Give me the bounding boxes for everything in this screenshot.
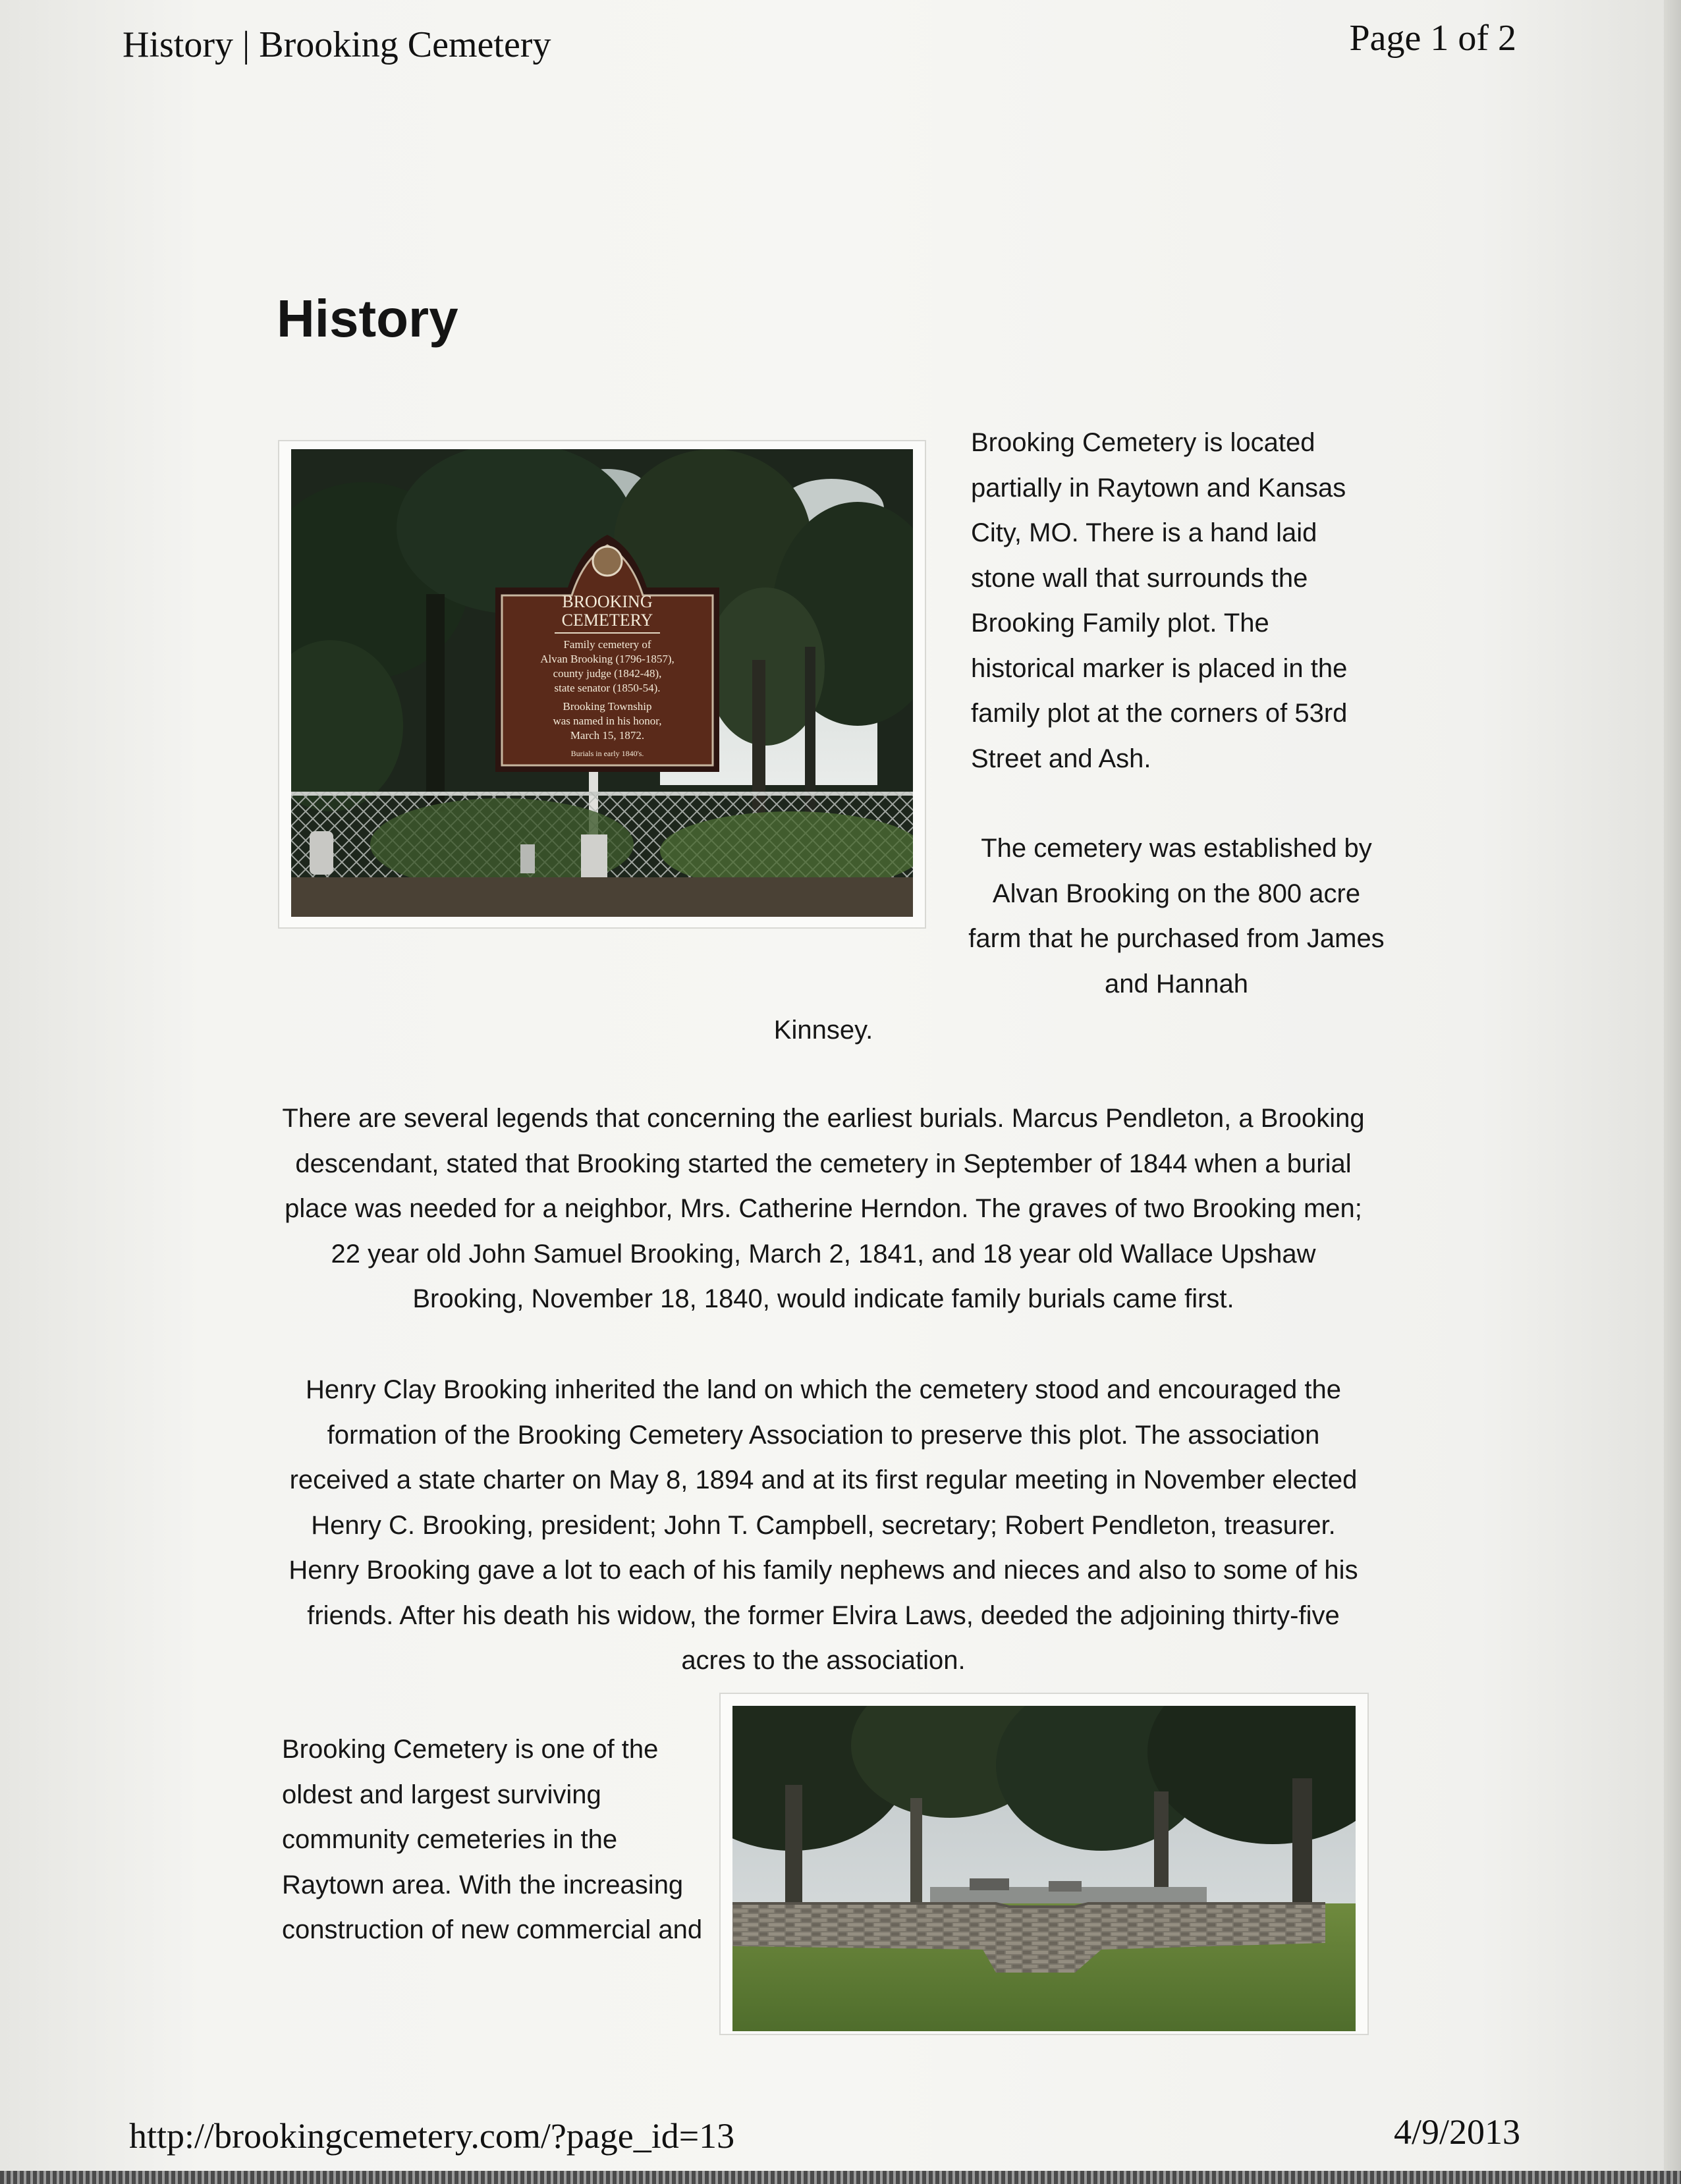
marker-line-8: was named in his honor, [553,715,662,727]
marker-line-10: Burials in early 1840's. [570,749,644,758]
marker-line-3: Family cemetery of [563,638,651,651]
historical-marker-photo [291,449,913,917]
print-footer-url: http://brookingcemetery.com/?page_id=13 [129,2116,735,2156]
paragraph-establishment-end: Kinnsey. [773,1016,873,1045]
marker-line-4: Alvan Brooking (1796-1857), [540,653,675,665]
paragraph-association: Henry Clay Brooking inherited the land on which the cemetery stood and encouraged the formation of the Brooking Cemetery Association to preserve this plot. The association received a state charter on May 8, 1894 and at its first regular meeting in November elected Henry C. Brooking, president; John T. Campbell, secretary; Robert Pendleton, treasurer. Henry Brooking gave a lot to each of his family nephews and nieces and also to some of his friends. After his death his widow, the former Elvira Laws, deeded the adjoining thirty-five acres to the association. [289,1375,1358,1675]
marker-photo-frame [278,440,926,929]
print-footer-date: 4/9/2013 [1393,2112,1520,2152]
stone-wall-photo [732,1706,1356,2031]
scanner-edge [0,2171,1681,2184]
marker-line-7: Brooking Township [563,700,652,713]
paragraph-location: Brooking Cemetery is located partially in Raytown and Kansas City, MO. There is a hand laid stone wall that surrounds the Brooking Family plot. The historical marker is placed in the family plot at the corners of 53rd Street and Ash. [971,428,1348,773]
print-header-title: History | Brooking Cemetery [123,24,551,65]
marker-line-6: state senator (1850-54). [554,682,661,694]
paragraph-establishment: The cemetery was established by Alvan Brooking on the 800 acre farm that he purchased from James and Hannah [968,834,1385,998]
marker-line-5: county judge (1842-48), [553,667,662,680]
marker-line-1: BROOKING [562,592,653,611]
paragraph-legends: There are several legends that concerning the earliest burials. Marcus Pendleton, a Brooking descendant, stated that Brooking started the cemetery in September of 1844 when a burial place was needed for a neighbor, Mrs. Catherine Herndon. The graves of two Brooking men; 22 year old John Samuel Brooking, March 2, 1841, and 18 year old Wallace Upshaw Brooking, November 18, 1840, would indicate family burials came first. [282,1104,1365,1313]
print-header-page-number: Page 1 of 2 [1349,18,1516,59]
marker-line-9: March 15, 1872. [570,729,645,742]
paragraph-oldest-cemetery: Brooking Cemetery is one of the oldest and largest surviving community cemeteries in the Raytown area. With the increasing construction of new commercial and [282,1735,703,1944]
page-title: History [277,289,458,348]
marker-line-2: CEMETERY [561,611,653,630]
stone-wall-photo-frame [719,1693,1369,2035]
page-edge [1664,0,1681,2184]
